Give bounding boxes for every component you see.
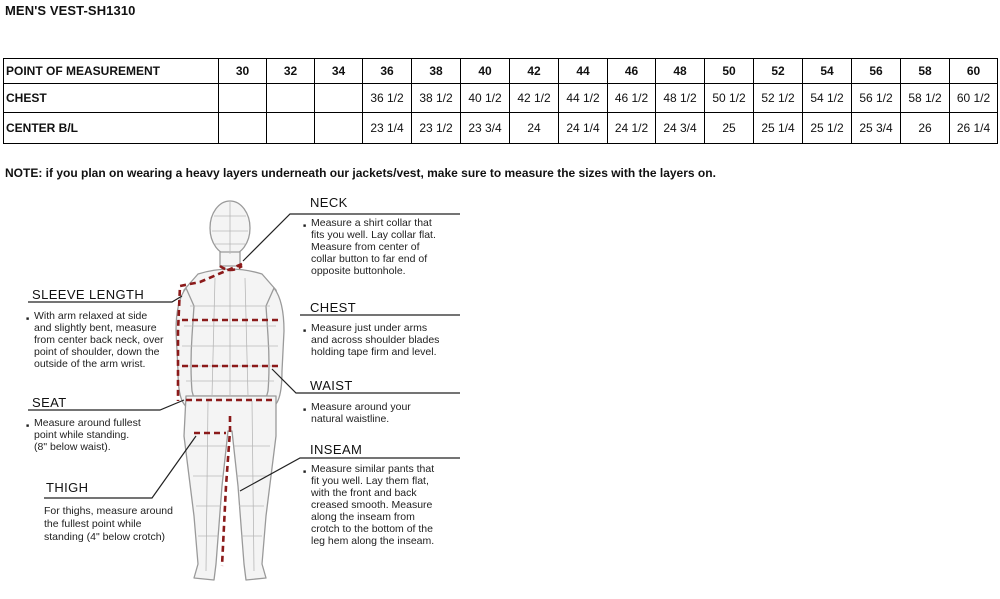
page-title: MEN'S VEST-SH1310 [5,3,136,18]
inseam-line: crotch to the bottom of the [311,523,433,535]
table-cell: 25 [705,113,754,144]
table-cell: 23 3/4 [461,113,510,144]
header-size: 54 [803,59,852,84]
header-size: 60 [950,59,998,84]
table-cell: 38 1/2 [412,84,461,113]
size-chart-table [3,58,998,144]
header-size: 50 [705,59,754,84]
table-cell: 48 1/2 [656,84,705,113]
sleeve-length-label-title: SLEEVE LENGTH [32,287,145,302]
inseam-line: ■ Measure similar pants that [311,463,434,475]
table-cell: 42 1/2 [510,84,559,113]
table-cell: 58 1/2 [901,84,950,113]
table-cell [267,113,315,144]
inseam-line: leg hem along the inseam. [311,535,435,547]
thigh-label-title: THIGH [46,480,89,495]
thigh-line: the fullest point while [44,518,142,530]
table-cell: 23 1/2 [412,113,461,144]
waist-label-title: WAIST [310,378,353,393]
waist-line: ■ Measure around your [311,401,411,413]
neck-label-title: NECK [310,195,348,210]
table-cell: 24 1/2 [608,113,656,144]
seat-line: ■ Measure around fullest [34,417,141,429]
table-cell [219,84,267,113]
header-size: 42 [510,59,559,84]
header-size: 56 [852,59,901,84]
neck-line: ■ Measure a shirt collar that [311,217,436,229]
table-cell: 24 [510,113,559,144]
seat-label-title: SEAT [32,395,67,410]
table-cell: 25 1/4 [754,113,803,144]
neck-line: Measure from center of [311,241,420,253]
header-size: 40 [461,59,510,84]
header-size: 32 [267,59,315,84]
thigh-line: standing (4" below crotch) [44,531,166,543]
seat-line: (8" below waist). [34,441,111,453]
table-cell: 25 1/2 [803,113,852,144]
chest-label-title: CHEST [310,300,357,315]
header-point-of-measurement: POINT OF MEASUREMENT [4,59,219,84]
inseam-line: fit you well. Lay them flat, [311,475,429,487]
table-cell: 52 1/2 [754,84,803,113]
chest-line: holding tape firm and level. [311,346,437,358]
header-size: 52 [754,59,803,84]
thigh-line: For thighs, measure around [44,505,173,517]
table-cell [219,113,267,144]
header-size: 36 [363,59,412,84]
header-size: 48 [656,59,705,84]
inseam-label-title: INSEAM [310,442,363,457]
table-cell: 24 3/4 [656,113,705,144]
waist-leader [272,369,460,393]
header-size: 46 [608,59,656,84]
table-cell [315,113,363,144]
waist-instructions [311,401,411,425]
table-cell [315,84,363,113]
row-label: CHEST [4,84,219,113]
header-size: 58 [901,59,950,84]
header-size: 44 [559,59,608,84]
header-size: 30 [219,59,267,84]
measurement-guide [0,186,1000,599]
table-cell: 25 3/4 [852,113,901,144]
neck-instructions [311,217,436,277]
table-row-center-bl [4,113,998,144]
table-cell: 26 1/4 [950,113,998,144]
chest-line: ■ Measure just under arms [311,322,439,334]
chest-instructions [311,322,439,358]
waist-line: natural waistline. [311,413,390,425]
sleeve-line: point of shoulder, down the [34,346,160,358]
neck-line: collar button to far end of [311,253,428,265]
inseam-line: along the inseam from [311,511,415,523]
table-cell: 54 1/2 [803,84,852,113]
table-cell: 23 1/4 [363,113,412,144]
table-row-chest [4,84,998,113]
inseam-line: with the front and back [311,487,417,499]
seat-line: point while standing. [34,429,130,441]
neck-line: fits you well. Lay collar flat. [311,229,436,241]
thigh-instructions [44,505,173,544]
row-label: CENTER B/L [4,113,219,144]
table-cell: 40 1/2 [461,84,510,113]
header-size: 38 [412,59,461,84]
layering-note: NOTE: if you plan on wearing a heavy layers underneath our jackets/vest, make sure to measure the sizes with the layers on. [5,166,716,180]
table-cell: 46 1/2 [608,84,656,113]
neck-line: opposite buttonhole. [311,265,406,277]
sleeve-length-instructions [34,310,164,370]
table-cell: 26 [901,113,950,144]
table-cell: 24 1/4 [559,113,608,144]
sleeve-line: ■ With arm relaxed at side [34,310,164,322]
table-cell: 56 1/2 [852,84,901,113]
table-cell: 44 1/2 [559,84,608,113]
chest-line: and across shoulder blades [311,334,440,346]
sleeve-line: and slightly bent, measure [34,322,157,334]
inseam-line: creased smooth. Measure [311,499,433,511]
table-cell: 50 1/2 [705,84,754,113]
table-cell: 36 1/2 [363,84,412,113]
sleeve-line: outside of the arm wrist. [34,358,146,370]
seat-instructions [34,417,141,453]
table-cell [267,84,315,113]
table-cell: 60 1/2 [950,84,998,113]
header-size: 34 [315,59,363,84]
sleeve-line: from center back neck, over [34,334,164,346]
inseam-instructions [311,463,434,547]
table-header-row [4,59,998,84]
